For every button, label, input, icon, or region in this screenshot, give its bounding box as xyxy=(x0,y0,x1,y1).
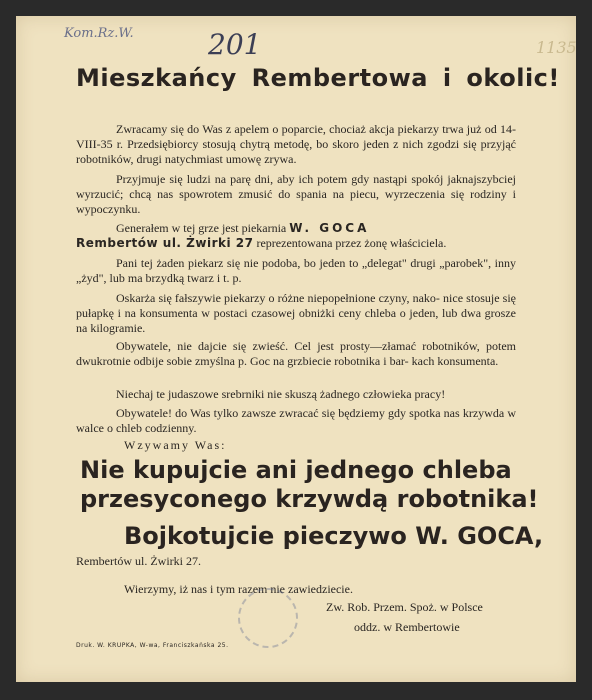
bakery-address: Rembertów ul. Żwirki 27 xyxy=(76,236,254,250)
appeal-line-2: przesyconego krzywdą robotnika! xyxy=(80,485,539,513)
paragraph-1: Zwracamy się do Was z apelem o poparcie, chociaż akcja piekarzy trwa już od 14-VIII-35 r. Przedsiębiorcy stosują chytrą metodę, bo skoro jeden z nich zgodzi się przyjąć robotników, drugi natychmiast umowę zrywa. xyxy=(76,122,516,166)
paragraph-8: Obywatele! do Was tylko zawsze zwracać się będziemy gdy spotka nas krzywda w walce o chleb codzienny. xyxy=(76,406,516,435)
paragraph-3-end: reprezentowana przez żonę właściciela. xyxy=(256,236,447,250)
appeal-heading xyxy=(80,456,560,514)
poster-title: Mieszkańcy Rembertowa i okolic! xyxy=(76,64,560,92)
signature-union: Zw. Rob. Przem. Spoż. w Polsce xyxy=(326,600,483,614)
paragraph-7: Niechaj te judaszowe srebrniki nie skuszą żadnego człowieka pracy! xyxy=(116,387,446,401)
handwritten-number: 201 xyxy=(208,28,262,61)
boycott-address: Rembertów ul. Żwirki 27. xyxy=(76,554,201,568)
paragraph-2: Przyjmuje się ludzi na parę dni, aby ich potem gdy nastąpi spokój jaknajszybciej wyrzucić; chcą nas spowrotem zmusić do spania na piecu, wyrzeczenia się rodziny i wypoczynku. xyxy=(76,172,516,216)
paragraph-6: Obywatele, nie dajcie się zwieść. Cel jest prosty—złamać robotników, potem dwukrotnie odbije sobie zmyślna p. Goc na grzbiecie robotnika i bar- kach konsumenta. xyxy=(76,339,516,368)
handwritten-note: Kom.Rz.W. xyxy=(64,26,134,41)
closing-line: Wierzymy, iż nas i tym razem nie zawiedziecie. xyxy=(124,582,353,596)
paragraph-5: Oskarża się fałszywie piekarzy o różne niepopełnione czyny, nako- nice stosuje się pułapkę i na konsumenta w postaci czasowej obniżki ceny chleba o jeden, lub dwa grosze na kilogramie. xyxy=(76,291,516,335)
boycott-heading: Bojkotujcie pieczywo W. GOCA, xyxy=(124,522,544,550)
paragraph-3 xyxy=(76,221,516,251)
faint-number: 1135 xyxy=(536,38,577,57)
printer-credit: Druk. W. KRUPKA, W-wa, Franciszkańska 25. xyxy=(76,642,229,649)
call-heading: Wzywamy Was: xyxy=(124,438,227,452)
signature-branch: oddz. w Rembertowie xyxy=(354,620,460,634)
paragraph-4: Pani tej żaden piekarz się nie podoba, bo jeden to „delegat" drugi „parobek", inny „żyd", lub ma brzydką twarz i t. p. xyxy=(76,256,516,285)
appeal-line-1: Nie kupujcie ani jednego chleba xyxy=(80,456,512,484)
bakery-name: W. GOCA xyxy=(289,221,370,235)
poster-sheet xyxy=(16,16,576,682)
stamp-seal xyxy=(238,588,298,648)
paragraph-3-text: Generałem w tej grze jest piekarnia xyxy=(116,221,287,235)
